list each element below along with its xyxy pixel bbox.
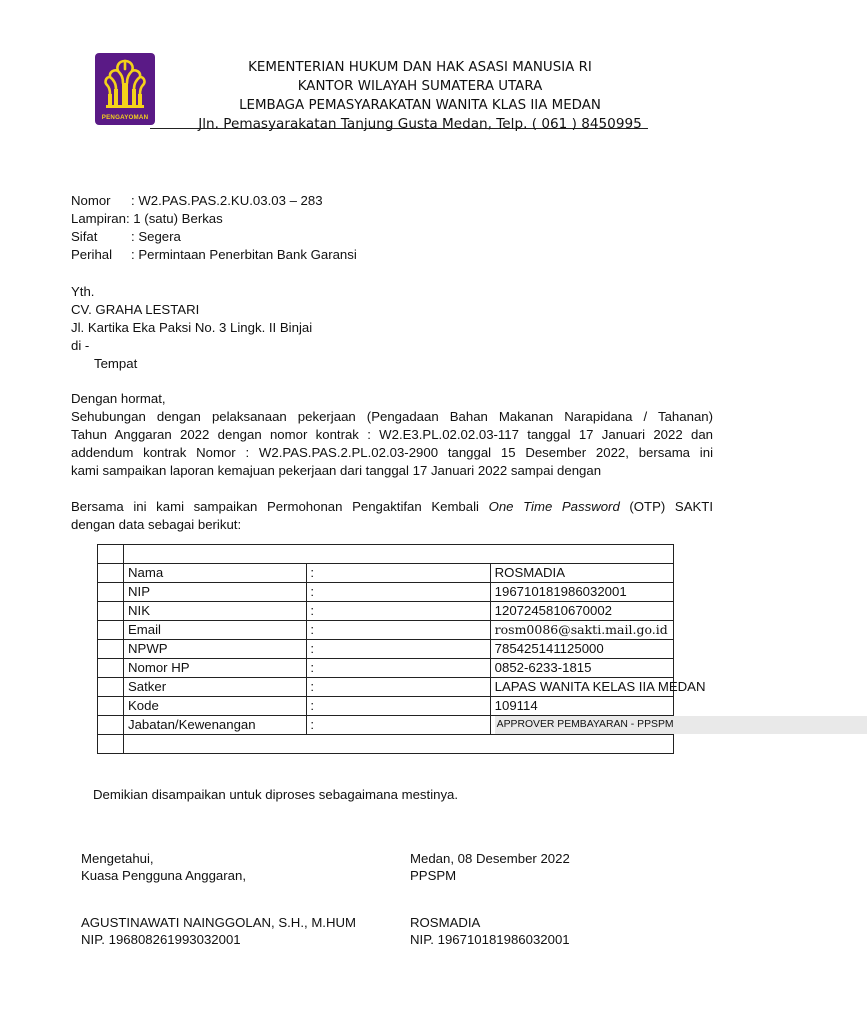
- table-field-value: 109114: [490, 697, 673, 716]
- table-row-empty: [98, 735, 674, 754]
- table-cell-empty: [98, 602, 124, 621]
- table-row: [98, 621, 674, 640]
- table-field-value: rosm0086@sakti.mail.go.id: [490, 621, 673, 640]
- table-cell-empty: [98, 545, 124, 564]
- otp-data-table: [97, 544, 706, 754]
- meta-sifat: [71, 228, 357, 246]
- meta-lampiran-label: Lampiran: [71, 211, 126, 226]
- letterhead-divider: [150, 128, 648, 129]
- paragraph-1-line-2: Tahun Anggaran 2022 dengan nomor kontrak : W2.E3.PL.02.02.03-117 tanggal 17 Januari 2022 dan: [71, 427, 713, 442]
- table-cell-empty: [98, 735, 124, 754]
- meta-perihal-label: Perihal: [71, 247, 113, 262]
- recipient-yth: Yth.: [71, 284, 95, 299]
- table-cell-empty: [98, 564, 124, 583]
- table-separator: :: [307, 564, 490, 583]
- meta-perihal: [71, 246, 357, 264]
- table-field-value: 0852-6233-1815: [490, 659, 673, 678]
- table-row: [98, 602, 674, 621]
- signature-right-date: Medan, 08 Desember 2022: [410, 851, 570, 866]
- table-header-row: [98, 545, 674, 564]
- recipient-address: Jl. Kartika Eka Paksi No. 3 Lingk. II Binjai: [71, 320, 313, 335]
- table-field-value: ROSMADIA: [490, 564, 673, 583]
- table-row: [98, 697, 674, 716]
- table-row: [98, 583, 674, 602]
- table-field-label: Email: [124, 621, 307, 640]
- table-field-value: 785425141125000: [490, 640, 673, 659]
- recipient-tempat: Tempat: [94, 356, 138, 371]
- table-field-label: NIP: [124, 583, 307, 602]
- table-cell-empty: [98, 640, 124, 659]
- logo-label: PENGAYOMAN: [101, 114, 149, 121]
- table-separator: :: [307, 640, 490, 659]
- closing-sentence: Demikian disampaikan untuk diproses sebagaimana mestinya.: [93, 787, 459, 802]
- pengayoman-emblem-icon: [95, 53, 155, 115]
- paragraph-2-line-1: [71, 498, 713, 516]
- table-row: [98, 678, 674, 697]
- table-field-label: NIK: [124, 602, 307, 621]
- table-row: [98, 659, 674, 678]
- signature-left-nip: NIP. 196808261993032001: [81, 932, 241, 947]
- recipient-di: di -: [71, 338, 90, 353]
- table-cell-empty: [98, 583, 124, 602]
- meta-nomor-value: : W2.PAS.PAS.2.KU.03.03 – 283: [131, 193, 323, 208]
- table-separator: :: [307, 678, 490, 697]
- letterhead-ministry: KEMENTERIAN HUKUM DAN HAK ASASI MANUSIA RI: [248, 60, 592, 75]
- paragraph-2-text-a: Bersama ini kami sampaikan Permohonan Pengaktifan Kembali: [71, 499, 479, 514]
- table-row: [98, 716, 674, 735]
- paragraph-1-line-4: kami sampaikan laporan kemajuan pekerjaan dari tanggal 17 Januari 2022 sampai dengan: [71, 463, 602, 478]
- letterhead-address: Jln. Pemasyarakatan Tanjung Gusta Medan, Telp. ( 061 ) 8450995: [198, 116, 642, 132]
- table-field-value: 196710181986032001: [490, 583, 673, 602]
- table-separator: :: [307, 621, 490, 640]
- letter-meta: [71, 192, 357, 264]
- table-field-label: Nama: [124, 564, 307, 583]
- signature-right-name: ROSMADIA: [410, 915, 481, 930]
- table-cell-empty: [124, 545, 674, 564]
- signature-right-nip: NIP. 196710181986032001: [410, 932, 570, 947]
- meta-nomor-label: Nomor: [71, 193, 111, 208]
- meta-lampiran: [71, 210, 357, 228]
- meta-sifat-value: : Segera: [131, 229, 181, 244]
- table-field-value: [490, 716, 673, 735]
- table-separator: :: [307, 697, 490, 716]
- role-value: APPROVER PEMBAYARAN - PPSPM: [495, 716, 867, 734]
- meta-lampiran-value: : 1 (satu) Berkas: [125, 211, 223, 226]
- meta-sifat-label: Sifat: [71, 229, 98, 244]
- table-separator: :: [307, 716, 490, 735]
- signature-left-line-1: Mengetahui,: [81, 851, 154, 866]
- table-cell-empty: [98, 716, 124, 735]
- table-separator: :: [307, 602, 490, 621]
- greeting: Dengan hormat,: [71, 391, 166, 406]
- table-field-label: Kode: [124, 697, 307, 716]
- table-cell-empty: [98, 659, 124, 678]
- table-field-value: LAPAS WANITA KELAS IIA MEDAN: [490, 678, 673, 697]
- letterhead-institution: LEMBAGA PEMASYARAKATAN WANITA KLAS IIA MEDAN: [239, 98, 601, 113]
- meta-perihal-value: : Permintaan Penerbitan Bank Garansi: [131, 247, 357, 262]
- signature-left: [81, 850, 356, 948]
- table-field-label: Satker: [124, 678, 307, 697]
- table-field-label: Nomor HP: [124, 659, 307, 678]
- table-cell-empty: [124, 735, 674, 754]
- paragraph-2-emphasis: One Time Password: [488, 499, 620, 514]
- paragraph-2-line-2: dengan data sebagai berikut:: [71, 517, 242, 532]
- table-field-label: NPWP: [124, 640, 307, 659]
- paragraph-2-text-b: (OTP) SAKTI: [629, 499, 714, 514]
- table-row: [98, 640, 674, 659]
- paragraph-1-line-3: addendum kontrak Nomor : W2.PAS.PAS.2.PL.02.03-2900 tanggal 15 Desember 2022, bersama ini: [71, 445, 713, 460]
- signature-left-name: AGUSTINAWATI NAINGGOLAN, S.H., M.HUM: [81, 915, 356, 930]
- table-cell-empty: [98, 678, 124, 697]
- table-row: [98, 564, 674, 583]
- table-field-value: 1207245810670002: [490, 602, 673, 621]
- letterhead: [185, 58, 655, 134]
- meta-nomor: [71, 192, 357, 210]
- paragraph-1-line-1: Sehubungan dengan pelaksanaan pekerjaan (Pengadaan Bahan Makanan Narapidana / Tahanan): [71, 409, 713, 424]
- table-separator: :: [307, 583, 490, 602]
- table-cell-empty: [98, 697, 124, 716]
- letter-body: [71, 390, 713, 534]
- signature-left-line-2: Kuasa Pengguna Anggaran,: [81, 868, 246, 883]
- table-field-label: Jabatan/Kewenangan: [124, 716, 307, 735]
- letterhead-regional-office: KANTOR WILAYAH SUMATERA UTARA: [297, 79, 543, 94]
- recipient-name: CV. GRAHA LESTARI: [71, 302, 200, 317]
- recipient-block: [71, 283, 312, 373]
- signature-right: [410, 850, 570, 948]
- table-separator: :: [307, 659, 490, 678]
- signature-right-title: PPSPM: [410, 868, 457, 883]
- table-cell-empty: [98, 621, 124, 640]
- ministry-logo: [95, 53, 155, 125]
